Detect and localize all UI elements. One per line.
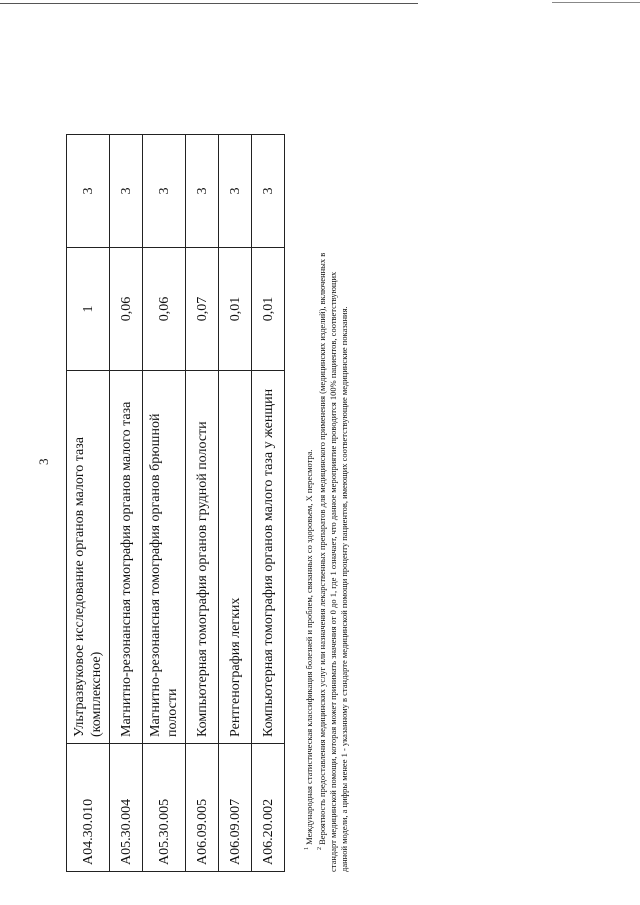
service-multiplicity: 3 [252,135,285,248]
service-multiplicity: 3 [143,135,186,248]
service-code: A06.09.005 [186,744,219,872]
service-frequency: 1 [67,248,110,371]
service-name: Рентгенография легких [219,371,252,744]
footnotes [302,252,350,872]
footnote-text: Международная статистическая классификация болезней и проблем, связанных со здоровьем, X пересмотра. [303,449,314,845]
service-multiplicity: 3 [110,135,143,248]
service-frequency: 0,06 [110,248,143,371]
service-frequency: 0,01 [252,248,285,371]
table-row [252,135,285,872]
service-name: Магнитно-резонансная томография органов малого таза [110,371,143,744]
footnote-mark: 2 [316,847,323,850]
footnote-2 [315,252,350,872]
service-code: A04.30.010 [67,744,110,872]
footnote-mark: 1 [304,847,310,850]
table-row [110,135,143,872]
service-code: A05.30.004 [110,744,143,872]
footnote-text: Вероятность предоставления медицинских услуг или назначения лекарственных препаратов для медицинского применения (медицинских изделий), включенных в стандарт медицинской помощи, которая может принимать значения от 0 до 1, где 1 означает, что данное мероприятие проводится 100% пациентов, соответствующих данной модели, а цифры менее 1 - указанному в стандарте медицинской помощи проценту пациентов, имеющих соответствующие медицинские показания. [316,252,349,872]
service-code: A06.20.002 [252,744,285,872]
service-multiplicity: 3 [67,135,110,248]
service-frequency: 0,01 [219,248,252,371]
service-name: Ультразвуковое исследование органов малого таза (комплексное) [67,371,110,744]
service-multiplicity: 3 [219,135,252,248]
service-frequency: 0,06 [143,248,186,371]
service-code: A06.09.007 [219,744,252,872]
table-row [186,135,219,872]
table-row [219,135,252,872]
table-row [143,135,186,872]
service-frequency: 0,07 [186,248,219,371]
service-multiplicity: 3 [186,135,219,248]
service-code: A05.30.005 [143,744,186,872]
table-row [67,135,110,872]
footnote-1 [302,252,315,872]
service-name: Компьютерная томография органов грудной полости [186,371,219,744]
service-name: Компьютерная томография органов малого таза у женщин [252,371,285,744]
services-table [66,134,285,872]
page-number: 3 [36,458,51,465]
service-name: Магнитно-резонансная томография органов брюшной полости [143,371,186,744]
